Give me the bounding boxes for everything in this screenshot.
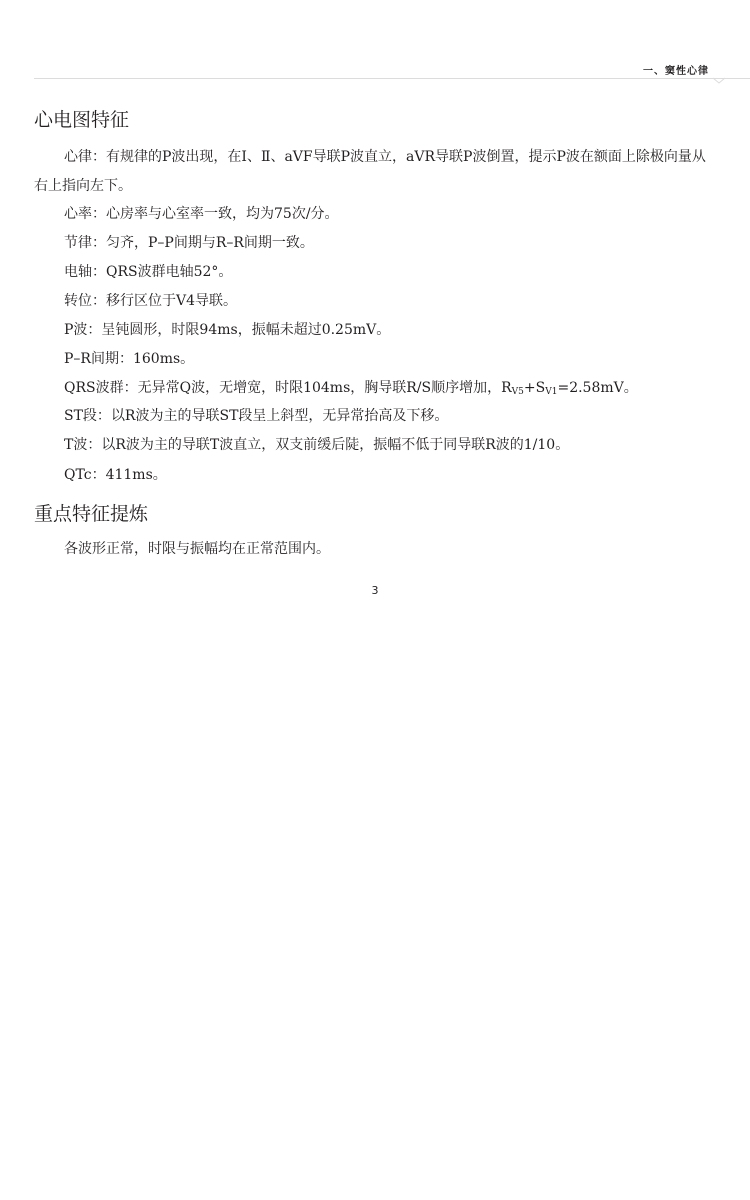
- section-heading-ecg-features: 心电图特征: [34, 109, 130, 131]
- item-label: QRS波群：: [64, 380, 138, 396]
- subscript-v1: V1: [545, 387, 558, 397]
- item-value: 匀齐，P–P间期与R–R间期一致。: [106, 235, 314, 251]
- item-label: 心率：: [64, 206, 106, 222]
- header-notch-ornament: [713, 73, 725, 85]
- running-header-title: 一、窦性心律: [643, 66, 709, 77]
- item-value-post: =2.58mV。: [557, 380, 638, 396]
- header-rule: [34, 78, 750, 79]
- item-value: 以R波为主的导联ST段呈上斜型，无异常抬高及下移。: [110, 408, 449, 424]
- item-value: 移行区位于V4导联。: [106, 293, 238, 309]
- regularity-paragraph: [34, 229, 714, 258]
- summary-paragraph: 各波形正常，时限与振幅均在正常范围内。: [64, 541, 330, 557]
- item-value: QRS波群电轴52°。: [106, 264, 233, 280]
- item-label: ST段：: [64, 408, 111, 424]
- item-label: P–R间期：: [64, 351, 133, 367]
- t-wave-paragraph: [34, 431, 714, 460]
- item-label: 电轴：: [64, 264, 106, 280]
- item-value: 有规律的P波出现，在Ⅰ、Ⅱ、aVF导联P波直立，aVR导联P波倒置，提示P波在额面上除极向量从右上指向左下。: [34, 149, 706, 194]
- p-wave-paragraph: [34, 316, 714, 345]
- rate-paragraph: [34, 200, 714, 229]
- item-label: P波：: [64, 322, 102, 338]
- st-segment-paragraph: [34, 402, 714, 431]
- item-label: T波：: [64, 437, 102, 453]
- item-label: 心律：: [64, 149, 106, 165]
- item-label: QTc：: [64, 467, 106, 483]
- item-value: 以R波为主的导联T波直立，双支前缓后陡，振幅不低于同导联R波的1/10。: [101, 437, 570, 453]
- pr-interval-paragraph: [34, 345, 714, 374]
- item-value: 呈钝圆形，时限94ms，振幅未超过0.25mV。: [101, 322, 391, 338]
- item-value-mid: +S: [523, 380, 546, 396]
- item-label: 节律：: [64, 235, 106, 251]
- item-value: 无异常Q波，无增宽，时限104ms，胸导联R/S顺序增加，R: [137, 380, 512, 396]
- item-value: 心房率与心室率一致，均为75次/分。: [106, 206, 339, 222]
- item-label: 转位：: [64, 293, 106, 309]
- section-heading-key-features: 重点特征提炼: [34, 503, 149, 525]
- rhythm-paragraph: [34, 143, 714, 201]
- rotation-paragraph: [34, 287, 714, 316]
- item-value: 411ms。: [105, 467, 167, 483]
- qtc-paragraph: [34, 461, 714, 490]
- item-value: 160ms。: [132, 351, 195, 367]
- page-number: 3: [371, 584, 379, 597]
- subscript-v5: V5: [511, 387, 524, 397]
- axis-paragraph: [34, 258, 714, 287]
